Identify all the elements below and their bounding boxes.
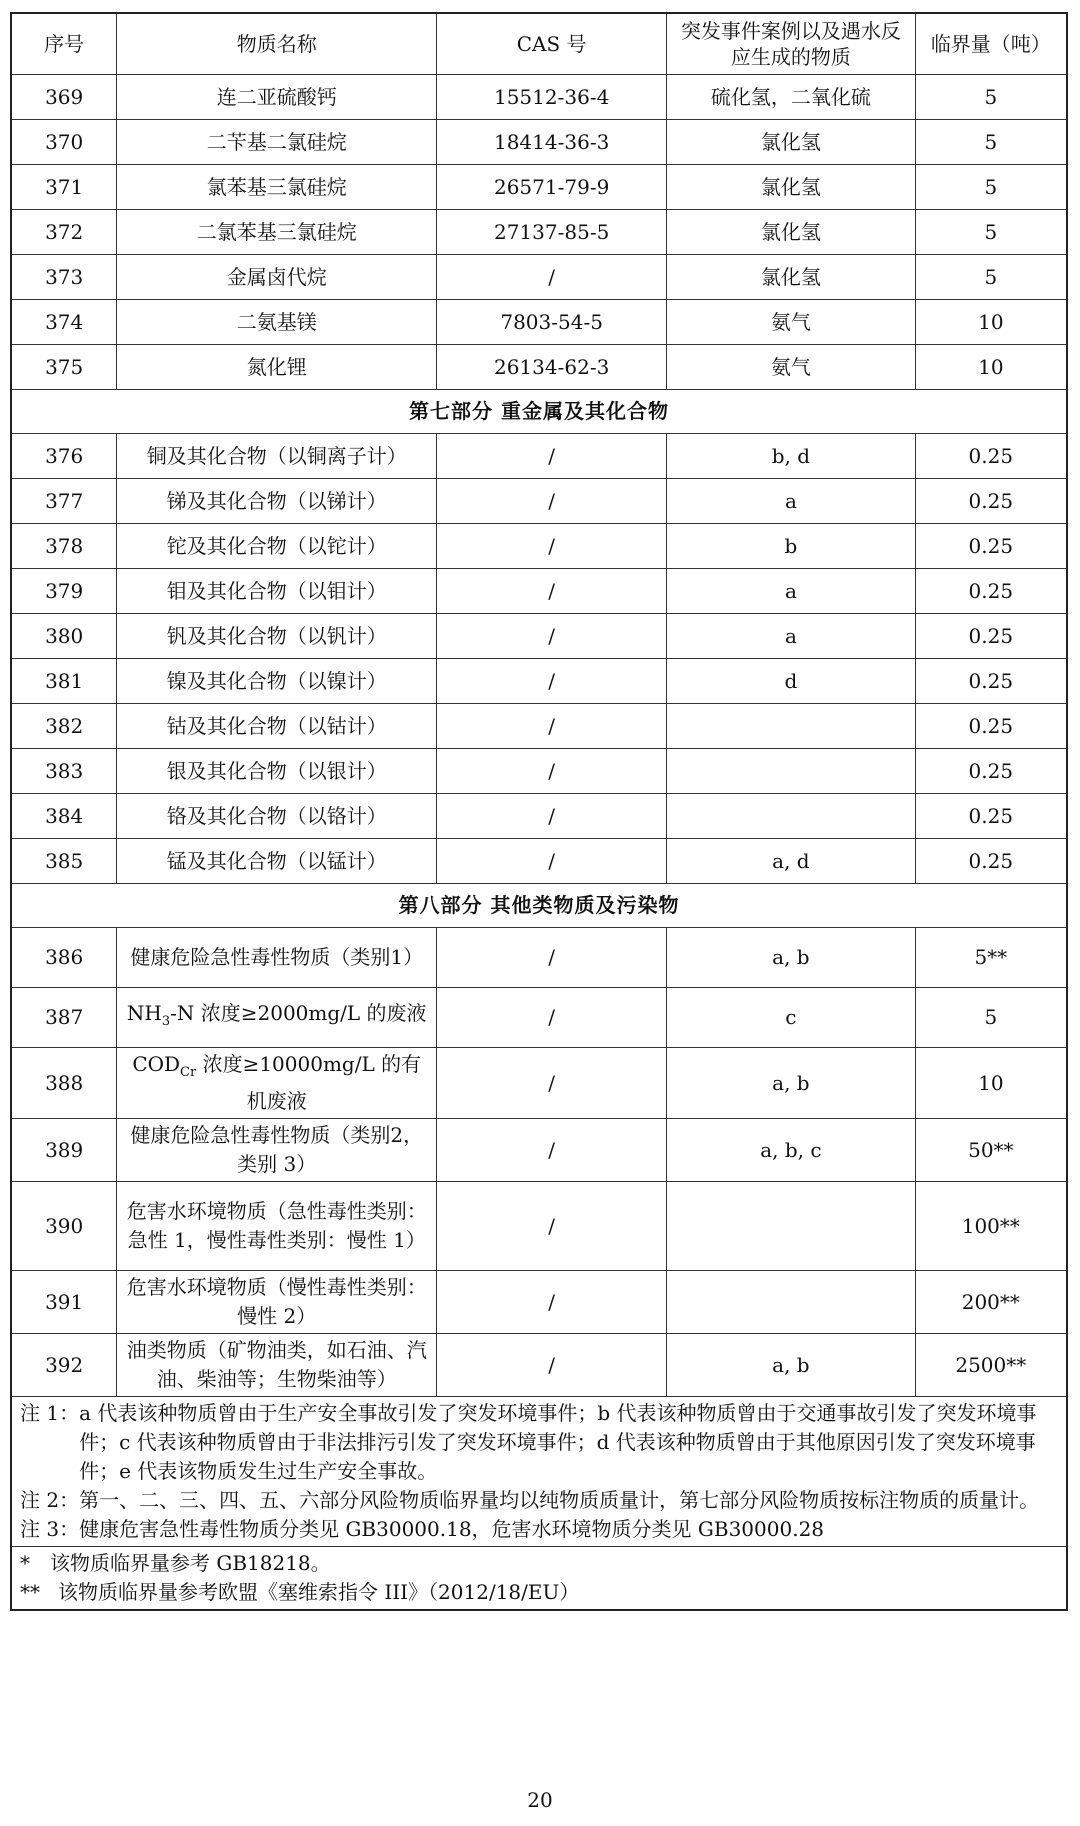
- cell-cas: /: [437, 1182, 667, 1271]
- table-row: [11, 928, 1067, 988]
- cell-threshold: 0.25: [915, 524, 1067, 569]
- cell-event: a, b: [667, 1334, 915, 1397]
- cell-cas: 18414-36-3: [437, 120, 667, 165]
- notes-row: [11, 1397, 1067, 1547]
- cell-name: 铊及其化合物（以铊计）: [117, 524, 437, 569]
- cell-seq: 370: [11, 120, 117, 165]
- table-row: [11, 434, 1067, 479]
- cell-threshold: 2500**: [915, 1334, 1067, 1397]
- cell-name: 氯苯基三氯硅烷: [117, 165, 437, 210]
- cell-cas: /: [437, 1048, 667, 1119]
- cell-event: a: [667, 569, 915, 614]
- cell-cas: /: [437, 988, 667, 1048]
- table-row: [11, 704, 1067, 749]
- cell-cas: 26571-79-9: [437, 165, 667, 210]
- cell-cas: 27137-85-5: [437, 210, 667, 255]
- table-row: [11, 345, 1067, 390]
- cell-name: 二氨基镁: [117, 300, 437, 345]
- cell-seq: 372: [11, 210, 117, 255]
- cell-cas: /: [437, 928, 667, 988]
- cell-event: a: [667, 614, 915, 659]
- cell-name: 钴及其化合物（以钴计）: [117, 704, 437, 749]
- cell-event: 硫化氢，二氧化硫: [667, 75, 915, 120]
- cell-name: 油类物质（矿物油类，如石油、汽油、柴油等；生物柴油等）: [117, 1334, 437, 1397]
- cell-threshold: 0.25: [915, 749, 1067, 794]
- cell-threshold: 10: [915, 345, 1067, 390]
- cell-event: 氯化氢: [667, 210, 915, 255]
- cell-seq: 380: [11, 614, 117, 659]
- cell-cas: /: [437, 569, 667, 614]
- cell-event: [667, 1271, 915, 1334]
- table-row: [11, 300, 1067, 345]
- note-label: 注 1：: [20, 1401, 80, 1425]
- cell-cas: 15512-36-4: [437, 75, 667, 120]
- cell-cas: /: [437, 255, 667, 300]
- footnote-item: [20, 1578, 1058, 1607]
- cell-name: 铜及其化合物（以铜离子计）: [117, 434, 437, 479]
- cell-name: 连二亚硫酸钙: [117, 75, 437, 120]
- table-row: [11, 1271, 1067, 1334]
- table-row: [11, 1119, 1067, 1182]
- cell-name: 钼及其化合物（以钼计）: [117, 569, 437, 614]
- cell-event: [667, 749, 915, 794]
- cell-threshold: 0.25: [915, 479, 1067, 524]
- cell-seq: 382: [11, 704, 117, 749]
- note-text: 第一、二、三、四、五、六部分风险物质临界量均以纯物质质量计，第七部分风险物质按标注物质的质量计。: [79, 1488, 1040, 1512]
- cell-seq: 378: [11, 524, 117, 569]
- table-row: [11, 75, 1067, 120]
- cell-event: a: [667, 479, 915, 524]
- table-row: [11, 659, 1067, 704]
- cell-threshold: 0.25: [915, 434, 1067, 479]
- table-row: [11, 569, 1067, 614]
- cell-event: [667, 794, 915, 839]
- cell-name: 铬及其化合物（以铬计）: [117, 794, 437, 839]
- note-item: [20, 1486, 1058, 1515]
- table-row: [11, 210, 1067, 255]
- header-name: 物质名称: [117, 13, 437, 75]
- cell-threshold: 100**: [915, 1182, 1067, 1271]
- table-row: [11, 839, 1067, 884]
- cell-event: d: [667, 659, 915, 704]
- cell-threshold: 0.25: [915, 614, 1067, 659]
- cell-cas: /: [437, 1271, 667, 1334]
- cell-seq: 374: [11, 300, 117, 345]
- notes-cell: [11, 1397, 1067, 1547]
- cell-threshold: 0.25: [915, 659, 1067, 704]
- section-title-8: 第八部分 其他类物质及污染物: [11, 884, 1067, 928]
- cell-event: c: [667, 988, 915, 1048]
- header-seq: 序号: [11, 13, 117, 75]
- cell-seq: 376: [11, 434, 117, 479]
- page-number: 20: [527, 1788, 553, 1812]
- cell-threshold: 5: [915, 165, 1067, 210]
- cell-name: $NH_3-N$ 浓度≥2000mg/L 的废液: [117, 988, 437, 1048]
- table-row: [11, 1182, 1067, 1271]
- cell-event: b: [667, 524, 915, 569]
- cell-name: 健康危险急性毒性物质（类别2，类别 3）: [117, 1119, 437, 1182]
- cell-seq: 369: [11, 75, 117, 120]
- table-row: [11, 255, 1067, 300]
- cell-seq: 377: [11, 479, 117, 524]
- table-body-part7: [11, 434, 1067, 884]
- cell-threshold: 0.25: [915, 569, 1067, 614]
- cell-cas: /: [437, 839, 667, 884]
- table-row: [11, 479, 1067, 524]
- cell-event: a, d: [667, 839, 915, 884]
- cell-threshold: 5: [915, 255, 1067, 300]
- cell-cas: 7803-54-5: [437, 300, 667, 345]
- header-cas: CAS 号: [437, 13, 667, 75]
- table-header-row: [11, 13, 1067, 75]
- cell-seq: 379: [11, 569, 117, 614]
- cell-threshold: 10: [915, 1048, 1067, 1119]
- cell-seq: 373: [11, 255, 117, 300]
- cell-threshold: 5: [915, 988, 1067, 1048]
- cell-cas: 26134-62-3: [437, 345, 667, 390]
- cell-seq: 392: [11, 1334, 117, 1397]
- cell-event: [667, 1182, 915, 1271]
- cell-name: 健康危险急性毒性物质（类别1）: [117, 928, 437, 988]
- document-page: [10, 12, 1068, 1611]
- section-row-7: [11, 390, 1067, 434]
- table-row: [11, 749, 1067, 794]
- table-row: [11, 524, 1067, 569]
- cell-name: 二氯苯基三氯硅烷: [117, 210, 437, 255]
- cell-cas: /: [437, 1119, 667, 1182]
- cell-event: a, b: [667, 928, 915, 988]
- footnote-text: 该物质临界量参考欧盟《塞维索指令 III》（2012/18/EU）: [58, 1580, 580, 1604]
- cell-seq: 388: [11, 1048, 117, 1119]
- cell-cas: /: [437, 659, 667, 704]
- note-label: 注 2：: [20, 1488, 80, 1512]
- cell-name: 氮化锂: [117, 345, 437, 390]
- cell-name: 锰及其化合物（以锰计）: [117, 839, 437, 884]
- header-threshold: 临界量（吨）: [915, 13, 1067, 75]
- cell-threshold: 0.25: [915, 704, 1067, 749]
- cell-cas: /: [437, 1334, 667, 1397]
- cell-threshold: 5**: [915, 928, 1067, 988]
- footnote-text: 该物质临界量参考 GB18218。: [50, 1551, 331, 1575]
- note-item: [20, 1515, 1058, 1544]
- footnote-mark: **: [20, 1580, 40, 1604]
- cell-seq: 383: [11, 749, 117, 794]
- cell-cas: /: [437, 479, 667, 524]
- footnotes-row: [11, 1547, 1067, 1611]
- footnote-mark: *: [20, 1551, 30, 1575]
- note-text: a 代表该种物质曾由于生产安全事故引发了突发环境事件；b 代表该种物质曾由于交通事故引发了突发环境事件；c 代表该种物质曾由于非法排污引发了突发环境事件；d 代表该种物质曾由于其他原因引发了突发环境事件；e 代表该物质发生过生产安全事故。: [79, 1401, 1037, 1483]
- table-row: [11, 120, 1067, 165]
- cell-threshold: 0.25: [915, 839, 1067, 884]
- cell-threshold: 10: [915, 300, 1067, 345]
- cell-threshold: 5: [915, 120, 1067, 165]
- cell-event: a, b: [667, 1048, 915, 1119]
- cell-event: [667, 704, 915, 749]
- cell-seq: 384: [11, 794, 117, 839]
- cell-name: 危害水环境物质（慢性毒性类别：慢性 2）: [117, 1271, 437, 1334]
- cell-event: a, b, c: [667, 1119, 915, 1182]
- cell-event: 氨气: [667, 345, 915, 390]
- header-event: 突发事件案例以及遇水反应生成的物质: [667, 13, 915, 75]
- cell-seq: 385: [11, 839, 117, 884]
- cell-name: 银及其化合物（以银计）: [117, 749, 437, 794]
- cell-event: 氯化氢: [667, 255, 915, 300]
- cell-name: 钒及其化合物（以钒计）: [117, 614, 437, 659]
- cell-name: 危害水环境物质（急性毒性类别：急性 1，慢性毒性类别：慢性 1）: [117, 1182, 437, 1271]
- table-row: [11, 1048, 1067, 1119]
- cell-threshold: 0.25: [915, 794, 1067, 839]
- cell-threshold: 200**: [915, 1271, 1067, 1334]
- table-row: [11, 1334, 1067, 1397]
- section-title-7: 第七部分 重金属及其化合物: [11, 390, 1067, 434]
- table-row: [11, 794, 1067, 839]
- cell-seq: 375: [11, 345, 117, 390]
- cell-event: b, d: [667, 434, 915, 479]
- cell-event: 氯化氢: [667, 165, 915, 210]
- cell-cas: /: [437, 434, 667, 479]
- table-row: [11, 988, 1067, 1048]
- cell-cas: /: [437, 704, 667, 749]
- table-row: [11, 614, 1067, 659]
- cell-seq: 387: [11, 988, 117, 1048]
- table-body-part6: [11, 75, 1067, 390]
- cell-threshold: 5: [915, 210, 1067, 255]
- note-text: 健康危害急性毒性物质分类见 GB30000.18，危害水环境物质分类见 GB30000.28: [79, 1517, 825, 1541]
- note-item: [20, 1399, 1058, 1486]
- cell-name: 二苄基二氯硅烷: [117, 120, 437, 165]
- table-row: [11, 165, 1067, 210]
- cell-seq: 386: [11, 928, 117, 988]
- table-body-part8: [11, 928, 1067, 1397]
- cell-event: 氨气: [667, 300, 915, 345]
- cell-cas: /: [437, 794, 667, 839]
- note-label: 注 3：: [20, 1517, 80, 1541]
- cell-seq: 391: [11, 1271, 117, 1334]
- cell-threshold: 5: [915, 75, 1067, 120]
- cell-seq: 381: [11, 659, 117, 704]
- cell-seq: 371: [11, 165, 117, 210]
- cell-name: $COD_{Cr}$ 浓度≥10000mg/L 的有机废液: [117, 1048, 437, 1119]
- footnote-item: [20, 1549, 1058, 1578]
- risk-substance-table: [10, 12, 1068, 1611]
- cell-name: 金属卤代烷: [117, 255, 437, 300]
- cell-cas: /: [437, 524, 667, 569]
- cell-cas: /: [437, 749, 667, 794]
- cell-event: 氯化氢: [667, 120, 915, 165]
- cell-cas: /: [437, 614, 667, 659]
- cell-seq: 390: [11, 1182, 117, 1271]
- cell-seq: 389: [11, 1119, 117, 1182]
- cell-threshold: 50**: [915, 1119, 1067, 1182]
- cell-name: 锑及其化合物（以锑计）: [117, 479, 437, 524]
- cell-name: 镍及其化合物（以镍计）: [117, 659, 437, 704]
- footnotes-cell: [11, 1547, 1067, 1611]
- section-row-8: [11, 884, 1067, 928]
